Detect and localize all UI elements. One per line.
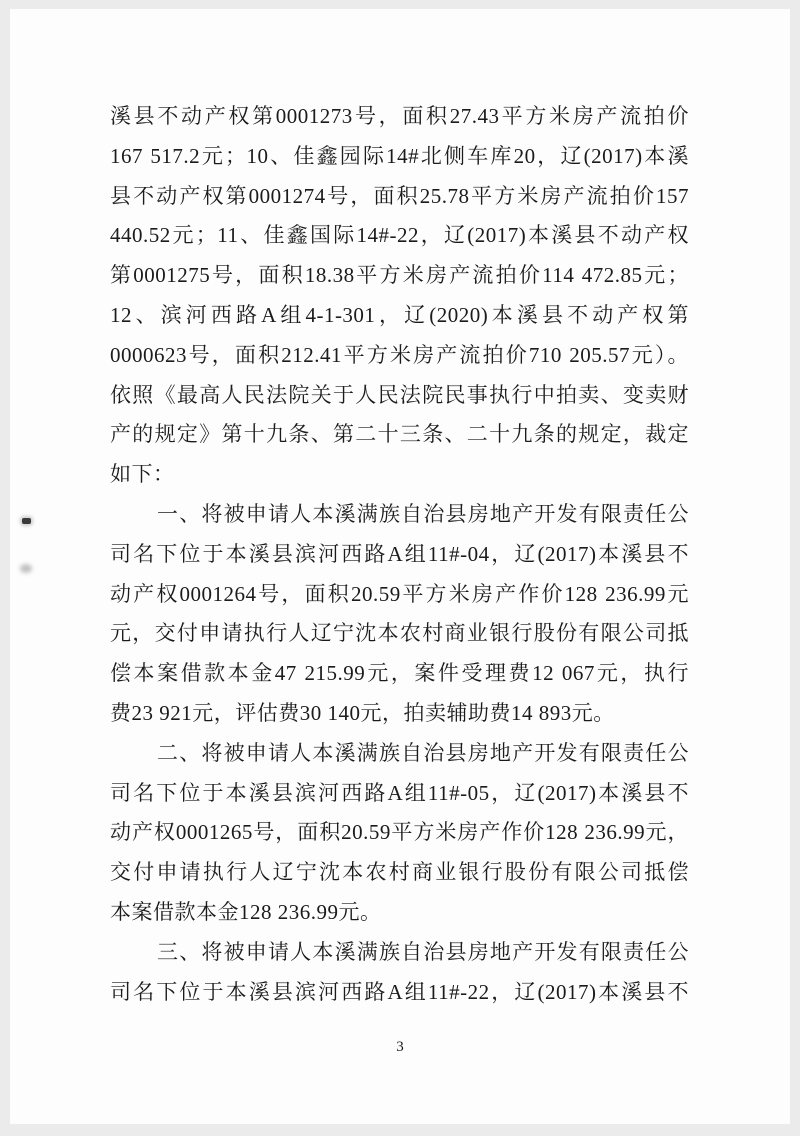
text-line: 二、将被申请人本溪满族自治县房地产开发有限责任公 (157, 740, 689, 765)
page-number: 3 (396, 1039, 404, 1055)
text-line: 动产权0001264号，面积20.59平方米房产作价128 236.99元 (110, 581, 689, 606)
text-line: 司名下位于本溪县滨河西路A组11#-22，辽(2017)本溪县不 (110, 979, 689, 1004)
text-line: 产的规定》第十九条、第二十三条、二十九条的规定，裁定 (110, 422, 689, 447)
text-line: 12、滨河西路A组4-1-301，辽(2020)本溪县不动产权第 (110, 302, 689, 327)
text-line: 三、将被申请人本溪满族自治县房地产开发有限责任公 (157, 939, 689, 964)
text-line: 元，交付申请执行人辽宁沈本农村商业银行股份有限公司抵 (110, 621, 689, 646)
document-page (10, 9, 790, 1124)
scan-speck (20, 564, 32, 573)
text-line: 交付申请执行人辽宁沈本农村商业银行股份有限公司抵偿 (110, 860, 689, 885)
text-line: 第0001275号，面积18.38平方米房产流拍价114 472.85元； (110, 263, 689, 288)
text-line: 0000623号，面积212.41平方米房产流拍价710 205.57元）。 (110, 342, 689, 367)
text-line: 如下： (110, 462, 175, 487)
text-line: 167 517.2元；10、佳鑫园际14#北侧车库20，辽(2017)本溪 (110, 143, 689, 168)
document-text (110, 97, 689, 1012)
text-line: 溪县不动产权第0001273号，面积27.43平方米房产流拍价 (110, 104, 689, 128)
text-line: 费23 921元，评估费30 140元，拍卖辅助费14 893元。 (110, 700, 615, 725)
scan-speck (22, 518, 31, 524)
text-line: 依照《最高人民法院关于人民法院民事执行中拍卖、变卖财 (110, 382, 689, 407)
text-line: 动产权0001265号，面积20.59平方米房产作价128 236.99元， (110, 820, 689, 845)
text-line: 一、将被申请人本溪满族自治县房地产开发有限责任公 (157, 501, 689, 526)
text-line: 440.52元；11、佳鑫国际14#-22，辽(2017)本溪县不动产权 (110, 223, 689, 248)
text-line: 偿本案借款本金47 215.99元，案件受理费12 067元，执行 (110, 661, 689, 686)
text-line: 本案借款本金128 236.99元。 (110, 899, 382, 924)
text-line: 县不动产权第0001274号，面积25.78平方米房产流拍价157 (110, 183, 689, 208)
text-line: 司名下位于本溪县滨河西路A组11#-04，辽(2017)本溪县不 (110, 541, 689, 566)
text-line: 司名下位于本溪县滨河西路A组11#-05，辽(2017)本溪县不 (110, 780, 689, 805)
